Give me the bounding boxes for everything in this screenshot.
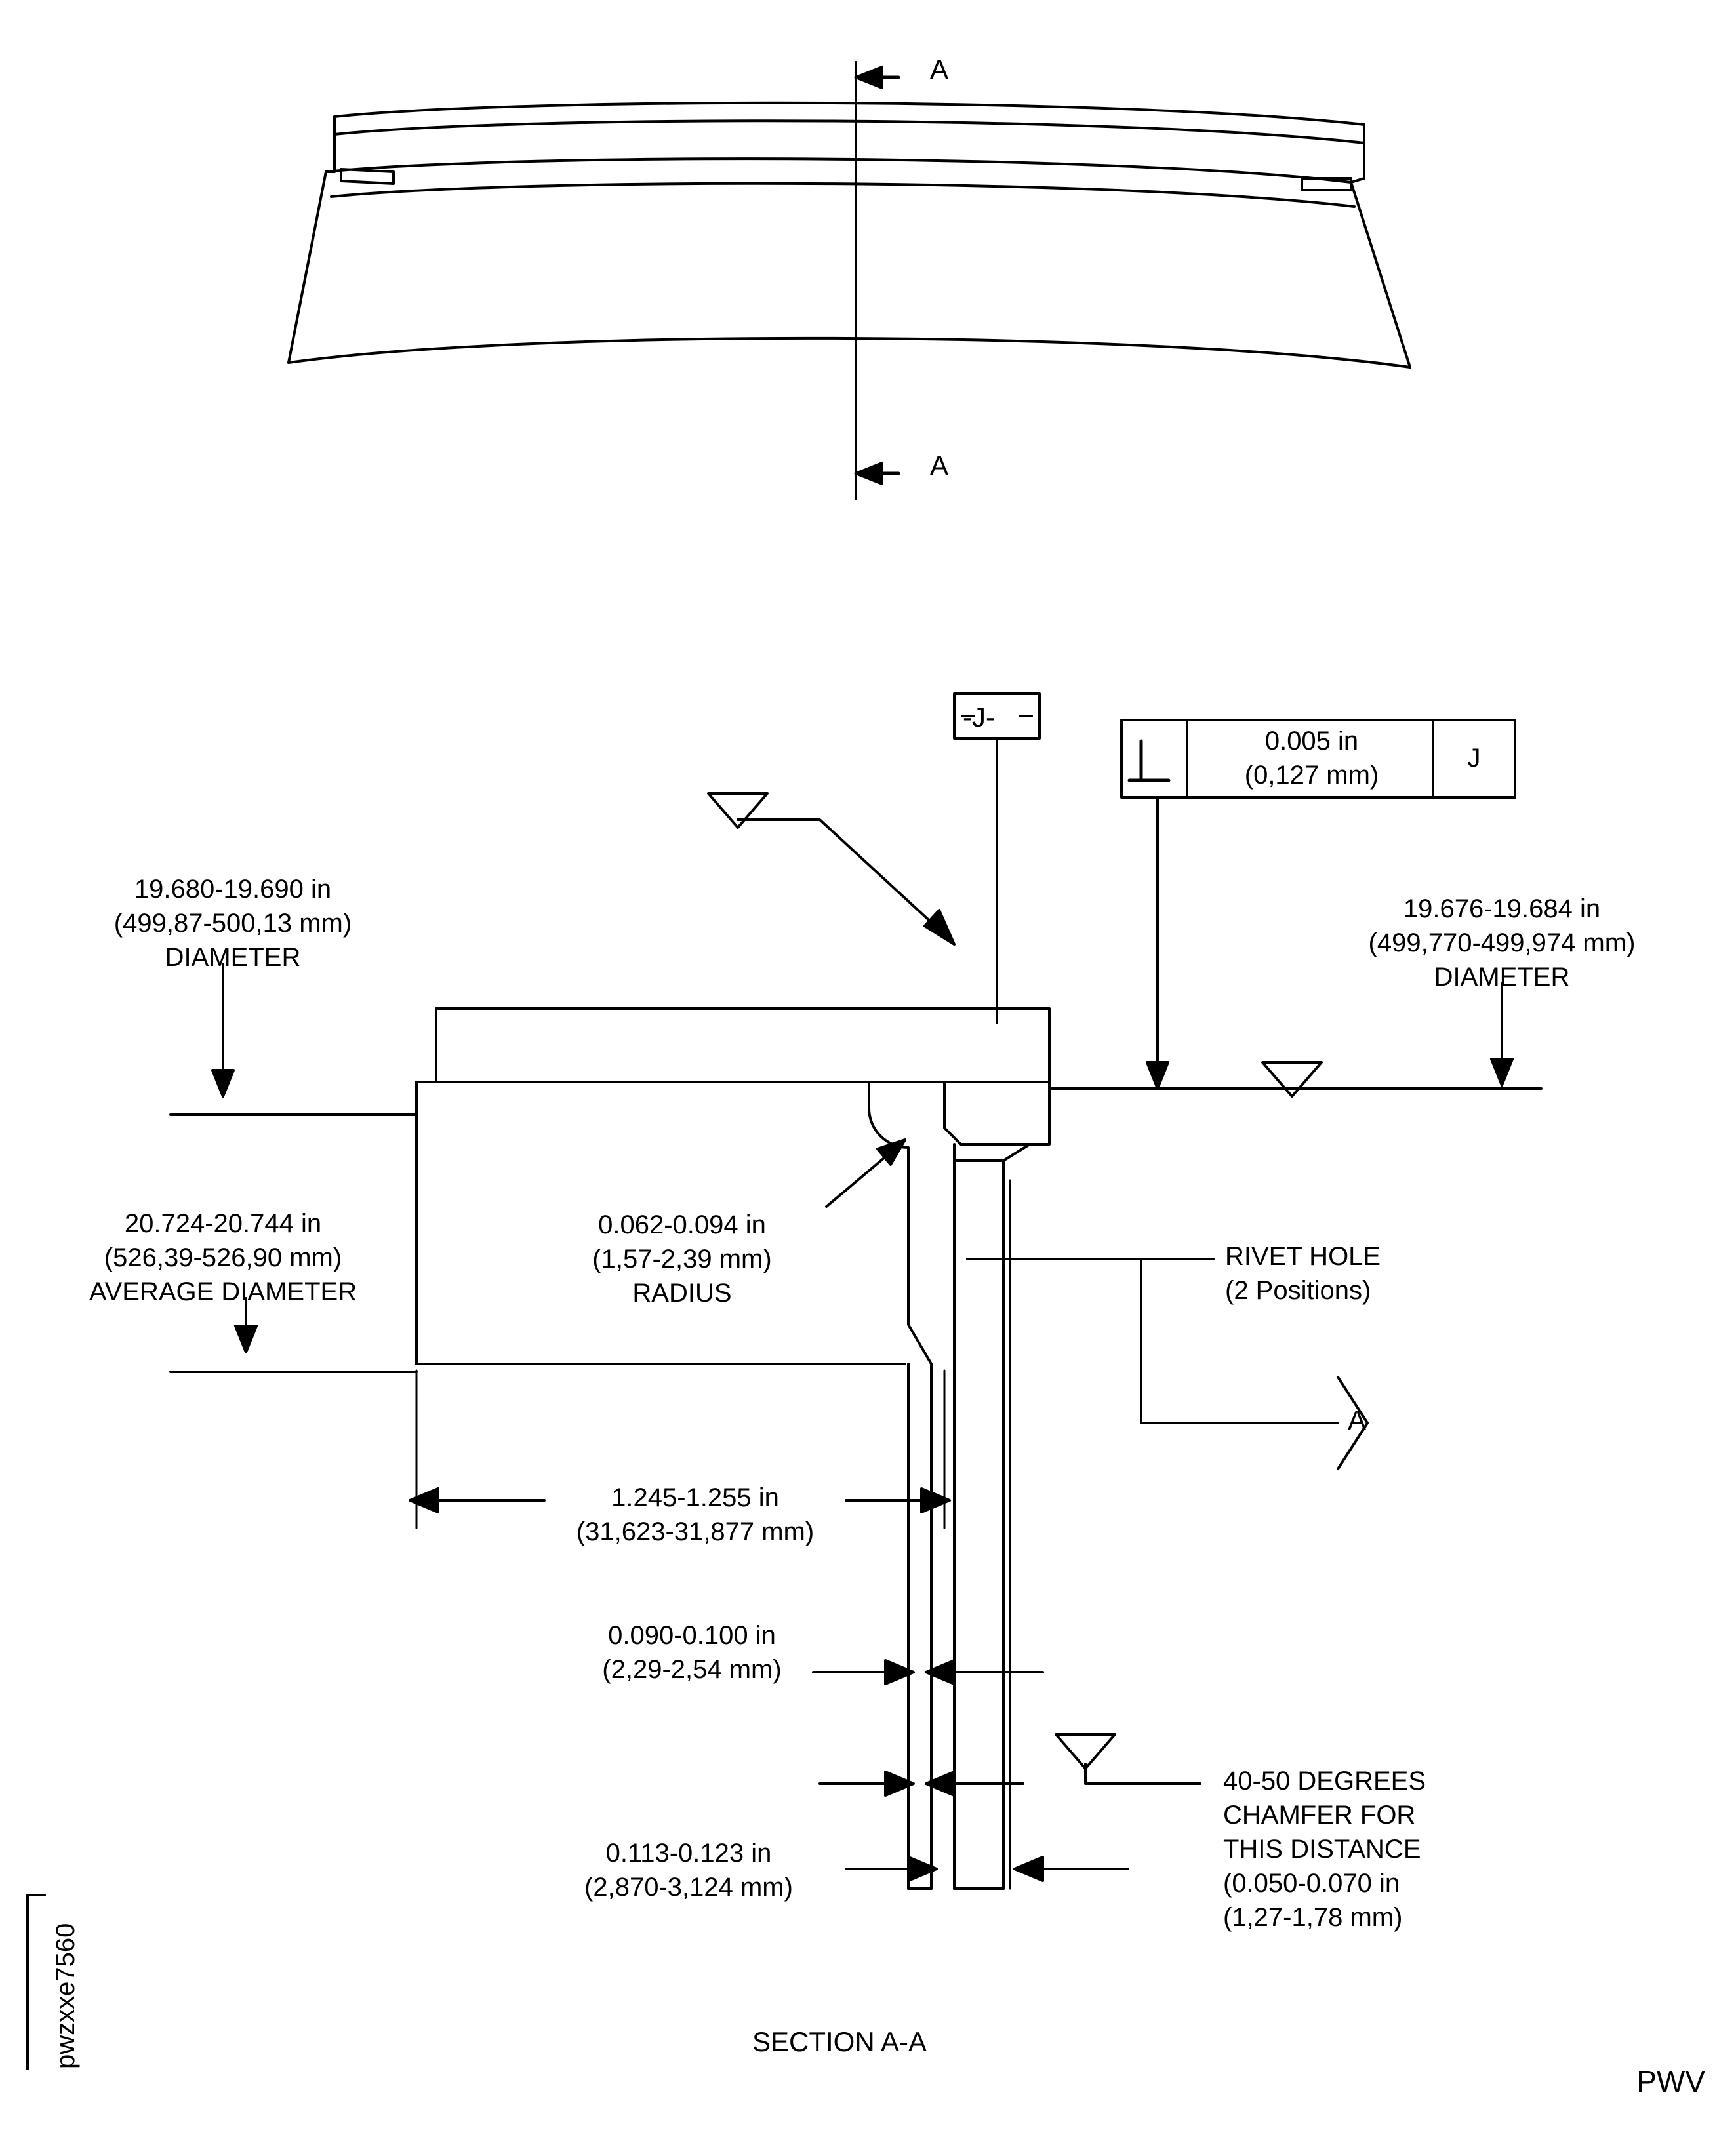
leader-diameter-right (1491, 984, 1512, 1085)
callout-thickness1-line2: (2,29-2,54 mm) (602, 1655, 782, 1684)
surface-finish-flag-chamfer (1056, 1734, 1200, 1784)
callout-width-line1: 1.245-1.255 in (611, 1483, 779, 1512)
section-title: SECTION A-A (752, 2026, 927, 2057)
callout-radius-line3: RADIUS (632, 1279, 732, 1308)
callout-radius-line1: 0.062-0.094 in (598, 1211, 766, 1239)
callout-average-diameter-line1: 20.724-20.744 in (124, 1209, 322, 1238)
section-mark-top: A (930, 54, 949, 85)
footer-code: PWV (1636, 2064, 1705, 2098)
fcf-tolerance-inch: 0.005 in (1264, 727, 1359, 755)
callout-chamfer-line5: (1,27-1,78 mm) (1223, 1903, 1403, 1932)
callout-average-diameter-line2: (526,39-526,90 mm) (104, 1243, 342, 1272)
datum-j-symbol (954, 694, 1040, 1023)
section-mark-bottom: A (930, 450, 949, 481)
callout-chamfer-line4: (0.050-0.070 in (1223, 1869, 1400, 1898)
top-view-part (289, 103, 1410, 367)
surface-finish-flag-right (1049, 1062, 1541, 1096)
datum-label: -J- (963, 702, 995, 732)
callout-rivet-hole-line1: RIVET HOLE (1225, 1242, 1381, 1271)
leader-radius-callout (826, 1140, 905, 1207)
section-view-part (416, 1009, 1049, 1889)
callout-thickness1-line1: 0.090-0.100 in (608, 1621, 776, 1650)
callout-thickness2-line1: 0.113-0.123 in (605, 1839, 772, 1868)
figure-id: pwzxxe7560 (51, 1923, 80, 2069)
callout-radius-line2: (1,57-2,39 mm) (592, 1245, 772, 1273)
callout-diameter-right-line1: 19.676-19.684 in (1403, 894, 1601, 923)
callout-diameter-right-line3: DIAMETER (1434, 963, 1570, 991)
leader-outer-diameter-left (171, 964, 416, 1115)
figure-id-bracket (28, 1895, 45, 2069)
callout-average-diameter-line3: AVERAGE DIAMETER (89, 1277, 357, 1306)
callout-outer-diameter-line1: 19.680-19.690 in (134, 875, 332, 904)
callout-outer-diameter-line3: DIAMETER (165, 943, 301, 972)
fcf-datum-ref: J (1467, 744, 1481, 772)
callout-diameter-right-line2: (499,770-499,974 mm) (1368, 929, 1636, 957)
dimension-thickness-1 (813, 1410, 1043, 1718)
callout-chamfer-line2: CHAMFER FOR (1223, 1801, 1416, 1830)
section-line-a-a (856, 62, 898, 498)
callout-outer-diameter-line2: (499,87-500,13 mm) (113, 909, 352, 938)
dimension-thickness-2 (846, 1857, 1128, 1881)
surface-finish-flag-left (708, 793, 954, 944)
callout-rivet-hole-line2: (2 Positions) (1225, 1276, 1371, 1305)
fcf-tolerance-mm: (0,127 mm) (1244, 761, 1379, 790)
callout-chamfer-line1: 40-50 DEGREES (1223, 1767, 1426, 1795)
dimension-thickness-mid (820, 1772, 1023, 1795)
callout-thickness2-line2: (2,870-3,124 mm) (584, 1873, 793, 1902)
callout-width-line2: (31,623-31,877 mm) (576, 1517, 815, 1546)
callout-chamfer-line3: THIS DISTANCE (1223, 1835, 1421, 1864)
finish-flag-a-label: A (1348, 1405, 1367, 1435)
leader-average-diameter (171, 1298, 416, 1372)
